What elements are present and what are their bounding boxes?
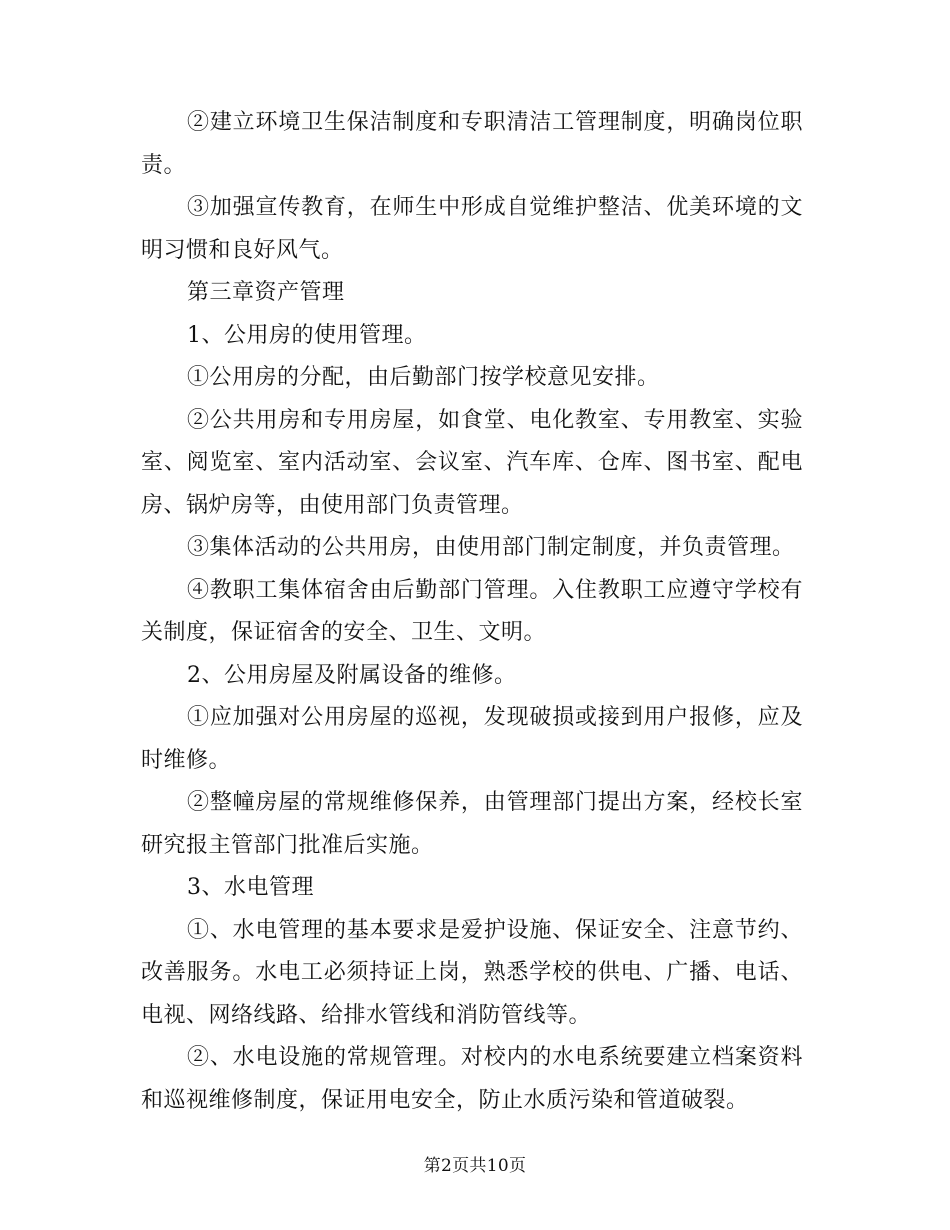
chapter-heading: 第三章资产管理 (187, 280, 345, 305)
page-number: 第2页共10页 (423, 1156, 527, 1176)
paragraph: ③集体活动的公共用房，由使用部门制定制度，并负责管理。 (187, 535, 795, 560)
paragraph: ①应加强对公用房屋的巡视，发现破损或接到用户报修，应及时维修。 (141, 705, 803, 773)
paragraph: ①公用房的分配，由后勤部门按学校意见安排。 (187, 365, 660, 390)
paragraph: ③加强宣传教育，在师生中形成自觉维护整洁、优美环境的文明习惯和良好风气。 (141, 195, 803, 263)
document-body (141, 102, 803, 1122)
section-heading: 3、水电管理 (187, 875, 314, 900)
paragraph: ②、水电设施的常规管理。对校内的水电系统要建立档案资料和巡视维修制度，保证用电安全，防止水质污染和管道破裂。 (141, 1045, 803, 1113)
paragraph: ②建立环境卫生保洁制度和专职清洁工管理制度，明确岗位职责。 (141, 110, 803, 178)
section-heading: 1、公用房的使用管理。 (187, 322, 427, 348)
section-heading: 2、公用房屋及附属设备的维修。 (187, 662, 517, 688)
paragraph: ①、水电管理的基本要求是爱护设施、保证安全、注意节约、改善服务。水电工必须持证上岗，熟悉学校的供电、广播、电话、电视、网络线路、给排水管线和消防管线等。 (141, 917, 803, 1028)
paragraph: ②公共用房和专用房屋，如食堂、电化教室、专用教室、实验室、阅览室、室内活动室、会议室、汽车库、仓库、图书室、配电房、锅炉房等，由使用部门负责管理。 (141, 407, 803, 518)
paragraph: ②整幢房屋的常规维修保养，由管理部门提出方案，经校长室研究报主管部门批准后实施。 (141, 790, 803, 858)
paragraph: ④教职工集体宿舍由后勤部门管理。入住教职工应遵守学校有关制度，保证宿舍的安全、卫生、文明。 (141, 577, 803, 645)
